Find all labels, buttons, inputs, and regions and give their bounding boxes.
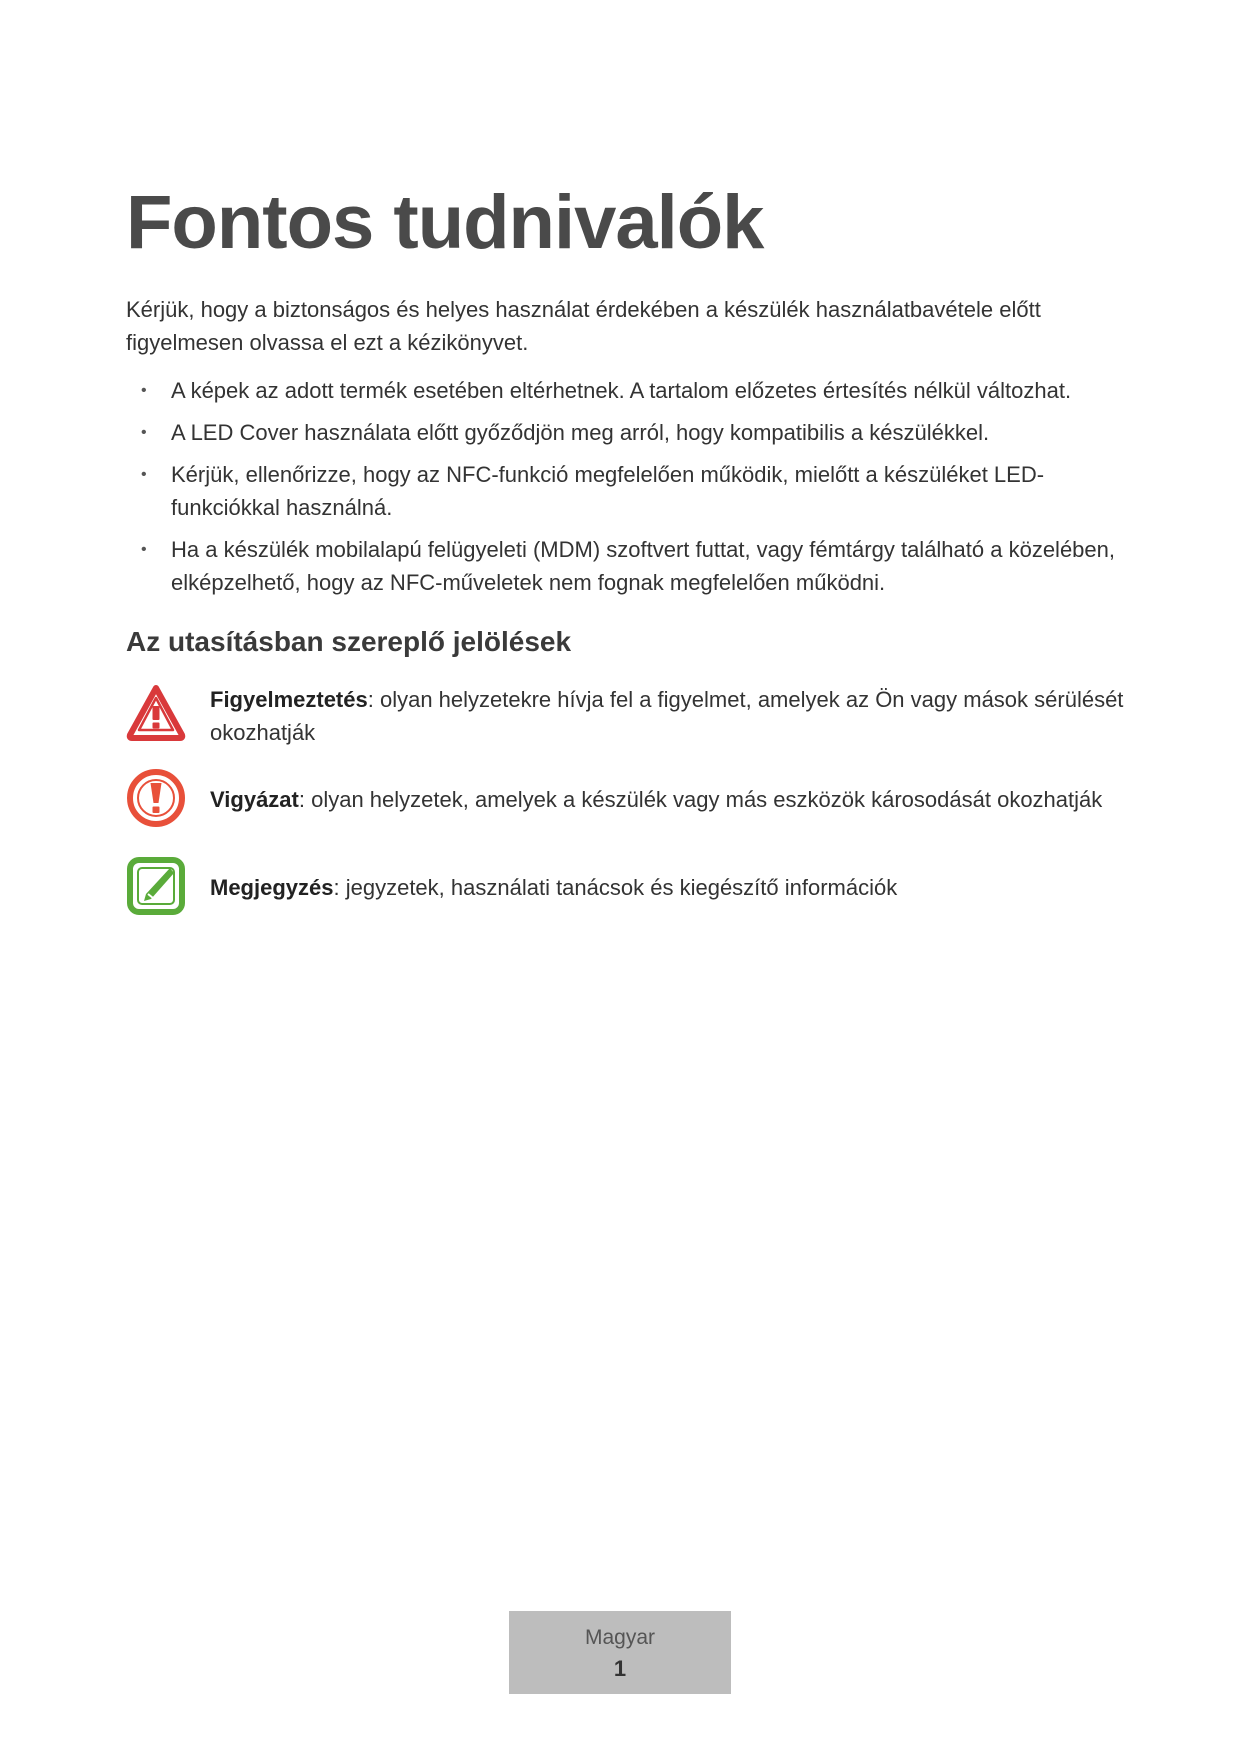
- bullet-icon: •: [141, 424, 147, 441]
- caution-text: [210, 783, 1102, 816]
- note-label: Megjegyzés: [210, 875, 334, 900]
- page-footer: [509, 1611, 731, 1694]
- bullet-icon: •: [141, 382, 147, 399]
- caution-description: : olyan helyzetek, amelyek a készülék vagy más eszközök károsodását okozhatják: [298, 787, 1103, 812]
- note-text: [210, 871, 897, 904]
- list-item-text: Ha a készülék mobilalapú felügyeleti (MDM) szoftvert futtat, vagy fémtárgy található a közelében, elképzelhető, hogy az NFC-műveletek nem fognak megfelelően működni.: [171, 537, 1116, 595]
- caution-notice: [126, 768, 1136, 828]
- list-item: [126, 374, 1126, 407]
- page-number: 1: [613, 1656, 627, 1681]
- list-item-text: A LED Cover használata előtt győződjön meg arról, hogy kompatibilis a készülékkel.: [171, 420, 990, 445]
- warning-description: : olyan helyzetekre hívja fel a figyelmet, amelyek az Ön vagy mások sérülését okozhatják: [210, 687, 1124, 745]
- list-item: [126, 533, 1126, 599]
- list-item-text: Kérjük, ellenőrizze, hogy az NFC-funkció megfelelően működik, mielőtt a készüléket LED-funkciókkal használná.: [171, 462, 1045, 520]
- page-title: Fontos tudnivalók: [126, 180, 764, 265]
- footer-language: Magyar: [584, 1626, 656, 1649]
- list-item: [126, 458, 1126, 524]
- warning-label: Figyelmeztetés: [210, 687, 368, 712]
- note-description: : jegyzetek, használati tanácsok és kiegészítő információk: [333, 875, 898, 900]
- caution-label: Vigyázat: [210, 787, 299, 812]
- caution-exclamation-icon: [126, 768, 186, 828]
- warning-triangle-icon: [126, 683, 186, 743]
- notes-list: [126, 374, 1126, 608]
- intro-paragraph: Kérjük, hogy a biztonságos és helyes használat érdekében a készülék használatbavétele előtt figyelmesen olvassa el ezt a kézikönyvet.: [126, 297, 1041, 355]
- bullet-icon: •: [141, 466, 147, 483]
- section-title: Az utasításban szereplő jelölések: [126, 626, 572, 657]
- list-item-text: A képek az adott termék esetében eltérhetnek. A tartalom előzetes értesítés nélkül változhat.: [171, 378, 1072, 403]
- note-pencil-icon: [126, 856, 186, 916]
- list-item: [126, 416, 1126, 449]
- note-notice: [126, 856, 1136, 916]
- warning-notice: [126, 683, 1136, 749]
- warning-text: [210, 683, 1136, 749]
- bullet-icon: •: [141, 541, 147, 558]
